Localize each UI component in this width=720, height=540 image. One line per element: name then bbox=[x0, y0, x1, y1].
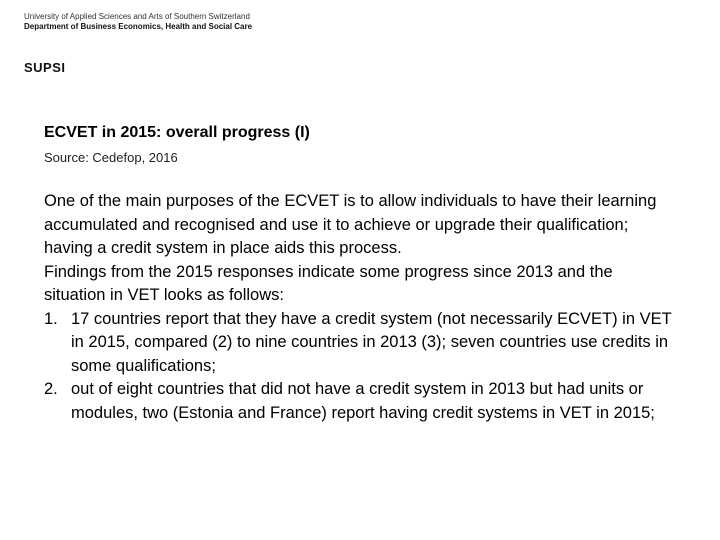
institution-name: University of Applied Sciences and Arts of Southern Switzerland bbox=[24, 12, 250, 21]
list-item bbox=[44, 308, 674, 378]
list-item-number: 1. bbox=[44, 309, 58, 328]
department-name: Department of Business Economics, Health and Social Care bbox=[24, 22, 253, 31]
list-item-number: 2. bbox=[44, 380, 58, 399]
slide-body bbox=[44, 190, 674, 425]
paragraph-findings: Findings from the 2015 responses indicate some progress since 2013 and the situation in VET looks as follows: bbox=[44, 262, 613, 305]
source-note: Source: Cedefop, 2016 bbox=[44, 150, 178, 165]
findings-list bbox=[44, 308, 674, 425]
supsi-logo: SUPSI bbox=[24, 60, 66, 75]
list-item bbox=[44, 378, 674, 425]
slide-title: ECVET in 2015: overall progress (I) bbox=[44, 124, 310, 141]
header bbox=[24, 12, 252, 32]
paragraph-purpose: One of the main purposes of the ECVET is to allow individuals to have their learning accumulated and recognised and use it to achieve or upgrade their qualification; having a credit system in place aids this process. bbox=[44, 192, 657, 258]
list-item-text: out of eight countries that did not have a credit system in 2013 but had units or modules, two (Estonia and France) report having credit systems in VET in 2015; bbox=[71, 380, 655, 422]
list-item-text: 17 countries report that they have a credit system (not necessarily ECVET) in VET in 2015, compared (2) to nine countries in 2013 (3); seven countries use credits in some qualifications; bbox=[71, 309, 672, 375]
